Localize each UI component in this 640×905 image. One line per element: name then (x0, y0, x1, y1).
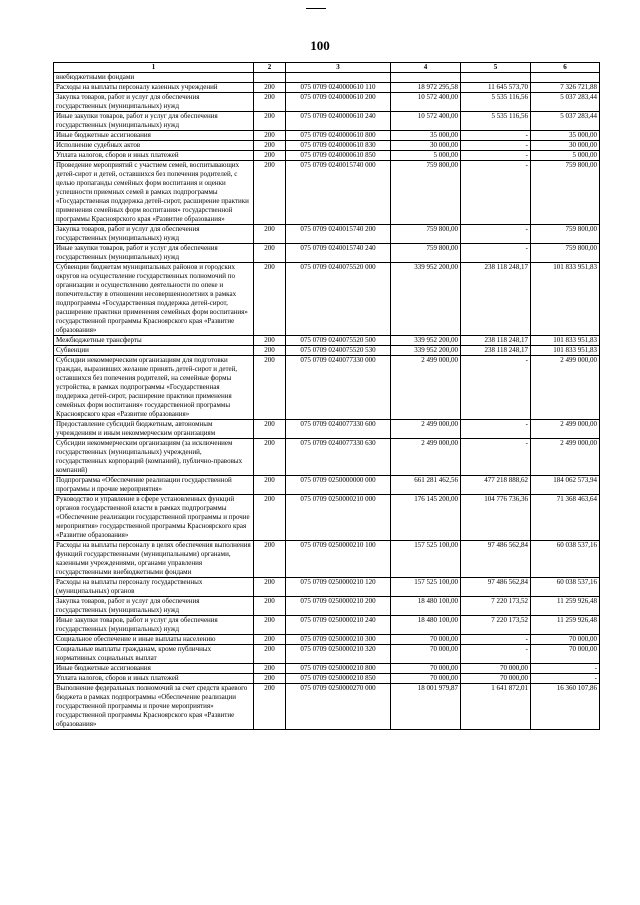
row-executed-amount: 5 535 116,56 (461, 112, 531, 131)
row-budget-code: 075 0709 0250000210 120 (286, 578, 391, 597)
row-approved-amount: 157 525 100,00 (391, 578, 461, 597)
table-row (54, 578, 600, 597)
row-description: Субвенции бюджетам муниципальных районов и городских округов на осуществление государственных полномочий по организации и осуществлению деятельности по опеке и попечительству в отношении несовершеннолетних в рамках подпрограммы «Государственная поддержка детей-сирот, расширение практики применения семейных форм воспитания» государственной программы Красноярского края «Развитие образования» (54, 263, 254, 336)
row-approved-amount: 2 499 000,00 (391, 439, 461, 476)
row-executed-amount: - (461, 645, 531, 664)
row-description: Иные закупки товаров, работ и услуг для обеспечения государственных (муниципальных) нужд (54, 112, 254, 131)
row-description: Подпрограмма «Обеспечение реализации государственной программы и прочие мероприятия» (54, 476, 254, 495)
row-approved-amount: 10 572 400,00 (391, 112, 461, 131)
row-approved-amount: 759 800,00 (391, 161, 461, 225)
table-row (54, 616, 600, 635)
row-line-code: 200 (254, 161, 286, 225)
row-executed-amount: 97 486 562,84 (461, 578, 531, 597)
row-budget-code: 075 0709 0240000610 850 (286, 151, 391, 161)
row-approved-amount: 18 972 295,58 (391, 83, 461, 93)
row-unexecuted-amount: 184 062 573,94 (531, 476, 600, 495)
row-approved-amount: 35 000,00 (391, 131, 461, 141)
row-executed-amount: 70 000,00 (461, 674, 531, 684)
table-row (54, 597, 600, 616)
row-executed-amount: 7 220 173,52 (461, 616, 531, 635)
row-executed-amount: 97 486 562,84 (461, 541, 531, 578)
row-budget-code: 075 0709 0240075520 000 (286, 263, 391, 336)
row-line-code: 200 (254, 664, 286, 674)
row-description: Закупка товаров, работ и услуг для обеспечения государственных (муниципальных) нужд (54, 93, 254, 112)
row-approved-amount: 759 800,00 (391, 225, 461, 244)
table-row (54, 664, 600, 674)
row-approved-amount: 339 952 200,00 (391, 346, 461, 356)
row-executed-amount: 1 641 872,01 (461, 684, 531, 730)
row-executed-amount: - (461, 244, 531, 263)
row-budget-code: 075 0709 0240015740 240 (286, 244, 391, 263)
row-budget-code: 075 0709 0240000610 830 (286, 141, 391, 151)
row-approved-amount: 339 952 200,00 (391, 263, 461, 336)
row-description: Расходы на выплаты персоналу государственных (муниципальных) органов (54, 578, 254, 597)
table-row (54, 420, 600, 439)
row-description: Субвенции (54, 346, 254, 356)
row-unexecuted-amount: 30 000,00 (531, 141, 600, 151)
row-description: Закупка товаров, работ и услуг для обеспечения государственных (муниципальных) нужд (54, 597, 254, 616)
row-description: внебюджетными фондами (54, 73, 254, 83)
row-line-code: 200 (254, 83, 286, 93)
row-description: Иные бюджетные ассигнования (54, 131, 254, 141)
column-number-header-row (54, 63, 600, 73)
row-executed-amount: - (461, 151, 531, 161)
row-budget-code: 075 0709 0250000210 000 (286, 495, 391, 541)
row-approved-amount: 18 480 100,00 (391, 597, 461, 616)
row-approved-amount: 2 499 000,00 (391, 356, 461, 420)
table-row (54, 83, 600, 93)
row-line-code: 200 (254, 674, 286, 684)
row-budget-code: 075 0709 0250000210 320 (286, 645, 391, 664)
table-row (54, 263, 600, 336)
row-unexecuted-amount: 16 360 107,86 (531, 684, 600, 730)
row-budget-code: 075 0709 0240075520 500 (286, 336, 391, 346)
row-description: Межбюджетные трансферты (54, 336, 254, 346)
row-line-code: 200 (254, 93, 286, 112)
row-budget-code: 075 0709 0250000210 200 (286, 597, 391, 616)
row-description: Расходы на выплаты персоналу казенных учреждений (54, 83, 254, 93)
row-approved-amount: 70 000,00 (391, 674, 461, 684)
table-row (54, 131, 600, 141)
row-executed-amount: - (461, 635, 531, 645)
row-line-code: 200 (254, 112, 286, 131)
row-description: Социальное обеспечение и иные выплаты населению (54, 635, 254, 645)
row-budget-code: 075 0709 0240000610 240 (286, 112, 391, 131)
row-description: Выполнение федеральных полномочий за счет средств краевого бюджета в рамках подпрограммы «Обеспечение реализации государственной программы и прочие мероприятия» государственной программы Красноярского края «Развитие образования» (54, 684, 254, 730)
row-budget-code (286, 73, 391, 83)
row-line-code: 200 (254, 131, 286, 141)
row-budget-code: 075 0709 0240015740 200 (286, 225, 391, 244)
page-number: 100 (310, 38, 330, 53)
row-line-code: 200 (254, 541, 286, 578)
table-row (54, 541, 600, 578)
column-number-4: 4 (391, 63, 461, 73)
row-unexecuted-amount: 759 800,00 (531, 244, 600, 263)
row-description: Уплата налогов, сборов и иных платежей (54, 151, 254, 161)
row-description: Иные бюджетные ассигнования (54, 664, 254, 674)
row-description: Субсидии некоммерческим организациям (за исключением государственных (муниципальных) учреждений, государственных корпораций (компаний), публично-правовых компаний) (54, 439, 254, 476)
row-budget-code: 075 0709 0250000210 240 (286, 616, 391, 635)
row-unexecuted-amount: 60 038 537,16 (531, 578, 600, 597)
table-row (54, 346, 600, 356)
row-executed-amount: - (461, 161, 531, 225)
row-unexecuted-amount: 5 000,00 (531, 151, 600, 161)
row-executed-amount: 5 535 116,56 (461, 93, 531, 112)
row-budget-code: 075 0709 0250000000 000 (286, 476, 391, 495)
column-number-6: 6 (531, 63, 600, 73)
row-unexecuted-amount: 2 499 000,00 (531, 439, 600, 476)
row-description: Социальные выплаты гражданам, кроме публичных нормативных социальных выплат (54, 645, 254, 664)
row-approved-amount: 18 001 979,87 (391, 684, 461, 730)
row-description: Закупка товаров, работ и услуг для обеспечения государственных (муниципальных) нужд (54, 225, 254, 244)
row-approved-amount: 759 800,00 (391, 244, 461, 263)
row-line-code: 200 (254, 151, 286, 161)
row-line-code (254, 73, 286, 83)
table-row (54, 645, 600, 664)
row-description: Предоставление субсидий бюджетным, автономным учреждениям и иным некоммерческим организациям (54, 420, 254, 439)
row-approved-amount: 2 499 000,00 (391, 420, 461, 439)
row-line-code: 200 (254, 244, 286, 263)
table-row (54, 336, 600, 346)
column-number-3: 3 (286, 63, 391, 73)
row-budget-code: 075 0709 0240000610 110 (286, 83, 391, 93)
row-line-code: 200 (254, 578, 286, 597)
budget-table (53, 62, 600, 730)
table-row (54, 151, 600, 161)
row-description: Исполнение судебных актов (54, 141, 254, 151)
row-budget-code: 075 0709 0240077330 600 (286, 420, 391, 439)
row-executed-amount: 70 000,00 (461, 664, 531, 674)
row-executed-amount: 7 220 173,52 (461, 597, 531, 616)
row-approved-amount: 18 480 100,00 (391, 616, 461, 635)
row-unexecuted-amount: 759 800,00 (531, 225, 600, 244)
row-line-code: 200 (254, 495, 286, 541)
row-unexecuted-amount: 2 499 000,00 (531, 356, 600, 420)
row-executed-amount: 104 776 736,36 (461, 495, 531, 541)
row-description: Расходы на выплаты персоналу в целях обеспечения выполнения функций государственными (муниципальными) органами, казенными учреждениями, органами управления государственными внебюджетными фондами (54, 541, 254, 578)
top-rule (306, 8, 326, 9)
row-unexecuted-amount: 71 368 463,64 (531, 495, 600, 541)
row-line-code: 200 (254, 597, 286, 616)
row-budget-code: 075 0709 0240077330 000 (286, 356, 391, 420)
row-approved-amount: 661 281 462,56 (391, 476, 461, 495)
table-row (54, 112, 600, 131)
table-row (54, 93, 600, 112)
row-unexecuted-amount: 11 259 926,48 (531, 597, 600, 616)
table-row (54, 476, 600, 495)
row-budget-code: 075 0709 0240015740 000 (286, 161, 391, 225)
row-budget-code: 075 0709 0250000210 850 (286, 674, 391, 684)
row-executed-amount: 11 645 573,70 (461, 83, 531, 93)
row-budget-code: 075 0709 0240000610 200 (286, 93, 391, 112)
row-unexecuted-amount: 35 000,00 (531, 131, 600, 141)
row-description: Субсидии некоммерческим организациям для подготовки граждан, выразивших желание принять детей-сирот и детей, оставшихся без попечения родителей, на семейные формы устройства, в рамках подпрограммы «Государственная поддержка детей-сирот, расширение практики применения семейных форм воспитания» государственной программы Красноярского края «Развитие образования» (54, 356, 254, 420)
row-executed-amount: - (461, 356, 531, 420)
column-number-2: 2 (254, 63, 286, 73)
row-unexecuted-amount: 101 833 951,83 (531, 336, 600, 346)
table-row (54, 684, 600, 730)
row-line-code: 200 (254, 439, 286, 476)
column-number-5: 5 (461, 63, 531, 73)
row-unexecuted-amount: 70 000,00 (531, 635, 600, 645)
table-row (54, 439, 600, 476)
row-unexecuted-amount: - (531, 664, 600, 674)
row-budget-code: 075 0709 0250000210 300 (286, 635, 391, 645)
row-approved-amount: 157 525 100,00 (391, 541, 461, 578)
row-unexecuted-amount: 70 000,00 (531, 645, 600, 664)
table-row (54, 225, 600, 244)
row-line-code: 200 (254, 616, 286, 635)
row-unexecuted-amount: 2 499 000,00 (531, 420, 600, 439)
row-budget-code: 075 0709 0240077330 630 (286, 439, 391, 476)
row-approved-amount: 70 000,00 (391, 645, 461, 664)
row-unexecuted-amount: 101 833 951,83 (531, 346, 600, 356)
row-executed-amount: 238 118 248,17 (461, 336, 531, 346)
row-description: Иные закупки товаров, работ и услуг для обеспечения государственных (муниципальных) нужд (54, 244, 254, 263)
row-line-code: 200 (254, 336, 286, 346)
row-executed-amount: - (461, 131, 531, 141)
row-unexecuted-amount (531, 73, 600, 83)
row-line-code: 200 (254, 645, 286, 664)
row-line-code: 200 (254, 141, 286, 151)
row-unexecuted-amount: 7 326 721,88 (531, 83, 600, 93)
row-line-code: 200 (254, 263, 286, 336)
row-line-code: 200 (254, 346, 286, 356)
row-budget-code: 075 0709 0250000210 800 (286, 664, 391, 674)
row-approved-amount (391, 73, 461, 83)
table-row (54, 495, 600, 541)
budget-table-body (54, 63, 600, 730)
row-budget-code: 075 0709 0240000610 800 (286, 131, 391, 141)
table-row (54, 635, 600, 645)
row-executed-amount: - (461, 225, 531, 244)
table-row (54, 674, 600, 684)
row-approved-amount: 176 145 200,00 (391, 495, 461, 541)
row-executed-amount: - (461, 420, 531, 439)
row-executed-amount (461, 73, 531, 83)
row-executed-amount: 238 118 248,17 (461, 263, 531, 336)
row-approved-amount: 70 000,00 (391, 664, 461, 674)
row-unexecuted-amount: 60 038 537,16 (531, 541, 600, 578)
row-approved-amount: 30 000,00 (391, 141, 461, 151)
row-unexecuted-amount: 5 037 283,44 (531, 112, 600, 131)
row-description: Иные закупки товаров, работ и услуг для обеспечения государственных (муниципальных) нужд (54, 616, 254, 635)
row-executed-amount: 238 118 248,17 (461, 346, 531, 356)
row-unexecuted-amount: 11 259 926,48 (531, 616, 600, 635)
row-executed-amount: - (461, 439, 531, 476)
row-budget-code: 075 0709 0250000210 100 (286, 541, 391, 578)
row-budget-code: 075 0709 0240075520 530 (286, 346, 391, 356)
table-row (54, 73, 600, 83)
row-approved-amount: 5 000,00 (391, 151, 461, 161)
row-unexecuted-amount: 759 800,00 (531, 161, 600, 225)
table-row (54, 356, 600, 420)
row-unexecuted-amount: 5 037 283,44 (531, 93, 600, 112)
table-row (54, 141, 600, 151)
row-executed-amount: - (461, 141, 531, 151)
row-line-code: 200 (254, 225, 286, 244)
row-line-code: 200 (254, 356, 286, 420)
row-unexecuted-amount: 101 833 951,83 (531, 263, 600, 336)
row-line-code: 200 (254, 635, 286, 645)
row-description: Проведение мероприятий с участием семей, воспитывающих детей-сирот и детей, оставшихся без попечения родителей, с целью пропаганды семейных форм воспитания и оценки успешности приемных семей в рамках подпрограммы «Государственная поддержка детей-сирот, расширение практики применения семейных форм воспитания» государственной программы Красноярского края «Развитие образования» (54, 161, 254, 225)
table-row (54, 161, 600, 225)
row-line-code: 200 (254, 684, 286, 730)
row-unexecuted-amount: - (531, 674, 600, 684)
row-budget-code: 075 0709 0250000270 000 (286, 684, 391, 730)
row-approved-amount: 70 000,00 (391, 635, 461, 645)
row-description: Руководство и управление в сфере установленных функций органов государственной власти в рамках подпрограммы «Обеспечение реализации государственной программы и прочие мероприятия» государственной программы Красноярского края «Развитие образования» (54, 495, 254, 541)
row-description: Уплата налогов, сборов и иных платежей (54, 674, 254, 684)
row-approved-amount: 10 572 400,00 (391, 93, 461, 112)
table-row (54, 244, 600, 263)
row-line-code: 200 (254, 476, 286, 495)
row-executed-amount: 477 218 888,62 (461, 476, 531, 495)
row-line-code: 200 (254, 420, 286, 439)
column-number-1: 1 (54, 63, 254, 73)
row-approved-amount: 339 952 200,00 (391, 336, 461, 346)
